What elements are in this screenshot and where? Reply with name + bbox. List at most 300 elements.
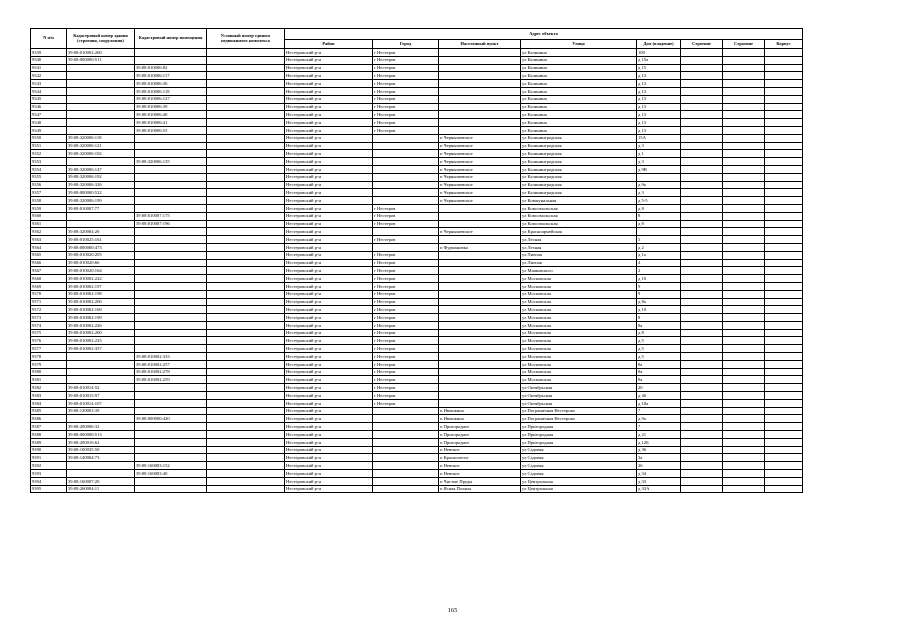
cell-cadastral-building: 39:08:000000:522	[67, 189, 135, 197]
cell-building	[681, 220, 723, 228]
cell-building	[681, 181, 723, 189]
cell-building	[681, 392, 723, 400]
cell-settlement: п Чернышевское	[439, 228, 521, 236]
cell-building	[681, 259, 723, 267]
cell-settlement	[439, 399, 521, 407]
cell-settlement	[439, 111, 521, 119]
cell-settlement	[439, 103, 521, 111]
cell-cadastral-room: 39:08:000000:420	[135, 415, 207, 423]
cell-structure	[723, 72, 765, 80]
cell-structure	[723, 423, 765, 431]
cell-street: ул Калинина	[521, 103, 637, 111]
cell-korpus	[765, 431, 803, 439]
cell-cadastral-room	[135, 329, 207, 337]
cell-settlement: п Пригородное	[439, 431, 521, 439]
cell-settlement	[439, 251, 521, 259]
cell-structure	[723, 290, 765, 298]
table-row	[31, 212, 803, 220]
cell-cadastral-building	[67, 111, 135, 119]
cell-building	[681, 329, 723, 337]
cell-korpus	[765, 337, 803, 345]
cell-city: г Нестеров	[373, 329, 439, 337]
cell-district: Нестеровский р-н	[285, 220, 373, 228]
cell-conditional-number	[207, 298, 285, 306]
cell-korpus	[765, 329, 803, 337]
cell-district: Нестеровский р-н	[285, 56, 373, 64]
cell-conditional-number	[207, 173, 285, 181]
cell-conditional-number	[207, 56, 285, 64]
cell-district: Нестеровский р-н	[285, 243, 373, 251]
cell-korpus	[765, 360, 803, 368]
cell-house: д 13	[637, 119, 681, 127]
cell-district: Нестеровский р-н	[285, 392, 373, 400]
cell-house: 3а	[637, 454, 681, 462]
cell-cadastral-room: 39:08:010006:36	[135, 80, 207, 88]
cell-city: г Нестеров	[373, 337, 439, 345]
cell-num: 9356	[31, 181, 67, 189]
cell-conditional-number	[207, 243, 285, 251]
cell-house: 8а	[637, 368, 681, 376]
cell-settlement	[439, 95, 521, 103]
cell-house: д 34	[637, 470, 681, 478]
cell-cadastral-building: 39:08:010002:169	[67, 306, 135, 314]
cell-street: ул Калинина	[521, 72, 637, 80]
cell-house: д 3	[637, 142, 681, 150]
cell-settlement	[439, 290, 521, 298]
cell-settlement	[439, 345, 521, 353]
header-num: N п/п	[31, 29, 67, 49]
cell-house: д 2	[637, 243, 681, 251]
cell-cadastral-room	[135, 454, 207, 462]
cell-num: 9366	[31, 259, 67, 267]
cell-cadastral-room	[135, 142, 207, 150]
cell-conditional-number	[207, 345, 285, 353]
cell-cadastral-building: 39:08:320004:26	[67, 228, 135, 236]
cell-building	[681, 454, 723, 462]
cell-street: ул Калининградская	[521, 173, 637, 181]
cell-street: ул Лиепая	[521, 259, 637, 267]
cell-structure	[723, 431, 765, 439]
registry-sheet	[30, 28, 803, 493]
cell-street: ул Комсомольская	[521, 220, 637, 228]
cell-street: ул Калининградская	[521, 150, 637, 158]
cell-korpus	[765, 142, 803, 150]
cell-street: ул Московская	[521, 321, 637, 329]
cell-district: Нестеровский р-н	[285, 306, 373, 314]
cell-num: 9343	[31, 80, 67, 88]
cell-structure	[723, 181, 765, 189]
cell-city: г Нестеров	[373, 126, 439, 134]
header-street: Улица	[521, 40, 637, 49]
cell-cadastral-building: 39:08:010025:161	[67, 236, 135, 244]
cell-street: ул Калинина	[521, 126, 637, 134]
cell-street: ул Пригородная	[521, 431, 637, 439]
table-row	[31, 415, 803, 423]
cell-conditional-number	[207, 134, 285, 142]
cell-conditional-number	[207, 142, 285, 150]
cell-structure	[723, 345, 765, 353]
cell-korpus	[765, 298, 803, 306]
cell-cadastral-building: 39:08:320006:121	[67, 142, 135, 150]
cell-cadastral-building	[67, 72, 135, 80]
cell-conditional-number	[207, 438, 285, 446]
cell-num: 9342	[31, 72, 67, 80]
cell-district: Нестеровский р-н	[285, 87, 373, 95]
cell-house: д 8а	[637, 298, 681, 306]
cell-street: ул Калининградская	[521, 189, 637, 197]
table-row	[31, 329, 803, 337]
table-row	[31, 423, 803, 431]
cell-korpus	[765, 173, 803, 181]
cell-house: д 3	[637, 158, 681, 166]
table-row	[31, 314, 803, 322]
cell-structure	[723, 446, 765, 454]
cell-conditional-number	[207, 282, 285, 290]
table-row	[31, 158, 803, 166]
cell-city: г Нестеров	[373, 220, 439, 228]
cell-cadastral-building: 39:08:000000:513	[67, 431, 135, 439]
cell-building	[681, 111, 723, 119]
cell-street: ул Комсомольская	[521, 212, 637, 220]
cell-cadastral-room: 39:08:010002:257	[135, 360, 207, 368]
cell-cadastral-building	[67, 158, 135, 166]
cell-city: г Нестеров	[373, 56, 439, 64]
cell-district: Нестеровский р-н	[285, 462, 373, 470]
cell-cadastral-room: 39:08:010006:41	[135, 119, 207, 127]
cell-structure	[723, 103, 765, 111]
cell-district: Нестеровский р-н	[285, 236, 373, 244]
cell-conditional-number	[207, 423, 285, 431]
cell-conditional-number	[207, 275, 285, 283]
cell-cadastral-building	[67, 415, 135, 423]
cell-num: 9368	[31, 275, 67, 283]
cell-city	[373, 158, 439, 166]
cell-street: ул Московская	[521, 337, 637, 345]
cell-korpus	[765, 345, 803, 353]
cell-house: д 21	[637, 431, 681, 439]
cell-city	[373, 462, 439, 470]
cell-cadastral-building: 39:08:160007:20	[67, 477, 135, 485]
cell-house: 8а	[637, 376, 681, 384]
cell-num: 9367	[31, 267, 67, 275]
cell-settlement: п Чернышевское	[439, 165, 521, 173]
cell-house: 20	[637, 384, 681, 392]
cell-structure	[723, 384, 765, 392]
cell-structure	[723, 477, 765, 485]
table-row	[31, 87, 803, 95]
cell-city: г Нестеров	[373, 290, 439, 298]
cell-cadastral-room	[135, 56, 207, 64]
cell-num: 9353	[31, 158, 67, 166]
cell-settlement: п Чернышевское	[439, 197, 521, 205]
cell-cadastral-building: 39:08:010002:225	[67, 337, 135, 345]
cell-building	[681, 399, 723, 407]
cell-city	[373, 142, 439, 150]
cell-city: г Нестеров	[373, 49, 439, 57]
cell-city: г Нестеров	[373, 306, 439, 314]
cell-settlement: п Краснолесье	[439, 454, 521, 462]
cell-street: ул Калинина	[521, 80, 637, 88]
cell-street: ул Центральная	[521, 477, 637, 485]
cell-num: 9362	[31, 228, 67, 236]
table-row	[31, 345, 803, 353]
cell-house: д 8	[637, 329, 681, 337]
cell-korpus	[765, 415, 803, 423]
header-settlement: Населенный пункт	[439, 40, 521, 49]
cell-structure	[723, 142, 765, 150]
cell-building	[681, 345, 723, 353]
cell-structure	[723, 251, 765, 259]
cell-conditional-number	[207, 267, 285, 275]
cell-structure	[723, 126, 765, 134]
table-row	[31, 56, 803, 64]
cell-settlement	[439, 360, 521, 368]
cell-district: Нестеровский р-н	[285, 142, 373, 150]
cell-cadastral-room	[135, 423, 207, 431]
table-header	[31, 29, 803, 49]
cell-structure	[723, 220, 765, 228]
cell-settlement: п Пригородное	[439, 423, 521, 431]
cell-settlement: п Невское	[439, 462, 521, 470]
cell-num: 9359	[31, 204, 67, 212]
table-row	[31, 95, 803, 103]
cell-city: г Нестеров	[373, 95, 439, 103]
cell-house: д 5	[637, 353, 681, 361]
cell-district: Нестеровский р-н	[285, 64, 373, 72]
cell-settlement	[439, 376, 521, 384]
cell-settlement	[439, 220, 521, 228]
cell-structure	[723, 119, 765, 127]
cell-num: 9390	[31, 446, 67, 454]
cell-cadastral-building	[67, 103, 135, 111]
cell-house: д 15а	[637, 56, 681, 64]
cell-street: ул Лесная	[521, 243, 637, 251]
cell-street: ул Октябрьская	[521, 399, 637, 407]
cell-cadastral-building: 39:08:120003:39	[67, 407, 135, 415]
cell-city: г Нестеров	[373, 392, 439, 400]
cell-num: 9377	[31, 345, 67, 353]
cell-num: 9384	[31, 399, 67, 407]
cell-street: ул Московская	[521, 275, 637, 283]
cell-korpus	[765, 95, 803, 103]
cell-num: 9340	[31, 56, 67, 64]
cell-num: 9393	[31, 470, 67, 478]
cell-korpus	[765, 314, 803, 322]
cell-cadastral-room: 39:08:010006:39	[135, 103, 207, 111]
cell-cadastral-room	[135, 267, 207, 275]
cell-settlement	[439, 267, 521, 275]
cell-structure	[723, 56, 765, 64]
cell-conditional-number	[207, 376, 285, 384]
cell-num: 9394	[31, 477, 67, 485]
cell-city: г Нестеров	[373, 360, 439, 368]
cell-structure	[723, 314, 765, 322]
cell-street: ул Московская	[521, 329, 637, 337]
cell-settlement	[439, 321, 521, 329]
cell-city	[373, 446, 439, 454]
cell-conditional-number	[207, 431, 285, 439]
cell-district: Нестеровский р-н	[285, 111, 373, 119]
cell-korpus	[765, 275, 803, 283]
cell-city	[373, 134, 439, 142]
cell-conditional-number	[207, 111, 285, 119]
cell-house: д 33А	[637, 485, 681, 493]
table-row	[31, 477, 803, 485]
cell-cadastral-building: 39:08:010002:197	[67, 282, 135, 290]
table-row	[31, 103, 803, 111]
cell-district: Нестеровский р-н	[285, 376, 373, 384]
cell-district: Нестеровский р-н	[285, 103, 373, 111]
cell-building	[681, 103, 723, 111]
cell-structure	[723, 306, 765, 314]
cell-street: ул Центральная	[521, 485, 637, 493]
cell-district: Нестеровский р-н	[285, 399, 373, 407]
table-row	[31, 80, 803, 88]
cell-house: д 13	[637, 95, 681, 103]
cell-settlement: п Чернышевское	[439, 142, 521, 150]
cell-num: 9369	[31, 282, 67, 290]
cell-street: ул Калининградская	[521, 181, 637, 189]
cell-cadastral-room	[135, 165, 207, 173]
cell-structure	[723, 134, 765, 142]
cell-street: ул Пригородная	[521, 438, 637, 446]
cell-building	[681, 337, 723, 345]
cell-building	[681, 282, 723, 290]
cell-conditional-number	[207, 49, 285, 57]
cell-street: ул Лесная	[521, 236, 637, 244]
cell-street: ул Калининградская	[521, 134, 637, 142]
cell-cadastral-room	[135, 251, 207, 259]
cell-structure	[723, 197, 765, 205]
header-structure: Строение	[723, 40, 765, 49]
cell-house: д 1а	[637, 251, 681, 259]
cell-korpus	[765, 353, 803, 361]
cell-cadastral-building	[67, 470, 135, 478]
cell-conditional-number	[207, 353, 285, 361]
cell-street: ул Садовая	[521, 462, 637, 470]
cell-cadastral-building	[67, 368, 135, 376]
cell-korpus	[765, 220, 803, 228]
cell-house: 5	[637, 236, 681, 244]
cell-structure	[723, 353, 765, 361]
cell-conditional-number	[207, 204, 285, 212]
cell-building	[681, 384, 723, 392]
cell-cadastral-room	[135, 384, 207, 392]
cell-korpus	[765, 470, 803, 478]
cell-korpus	[765, 243, 803, 251]
cell-building	[681, 126, 723, 134]
cell-settlement	[439, 212, 521, 220]
cell-korpus	[765, 446, 803, 454]
cell-district: Нестеровский р-н	[285, 290, 373, 298]
table-body	[31, 49, 803, 493]
cell-city	[373, 470, 439, 478]
cell-street: ул Калинина	[521, 119, 637, 127]
cell-street: ул Московская	[521, 368, 637, 376]
cell-settlement: п Чернышевское	[439, 134, 521, 142]
cell-conditional-number	[207, 321, 285, 329]
cell-district: Нестеровский р-н	[285, 431, 373, 439]
cell-house: д 8	[637, 204, 681, 212]
cell-conditional-number	[207, 87, 285, 95]
cell-structure	[723, 485, 765, 493]
cell-district: Нестеровский р-н	[285, 360, 373, 368]
cell-conditional-number	[207, 399, 285, 407]
cell-cadastral-building: 39:08:320006:147	[67, 165, 135, 173]
cell-num: 9371	[31, 298, 67, 306]
cell-city: г Нестеров	[373, 345, 439, 353]
cell-building	[681, 173, 723, 181]
cell-cadastral-building: 39:08:000000:511	[67, 56, 135, 64]
cell-building	[681, 407, 723, 415]
cell-cadastral-room	[135, 259, 207, 267]
cell-korpus	[765, 165, 803, 173]
cell-cadastral-building: 39:08:140004:73	[67, 454, 135, 462]
cell-num: 9388	[31, 431, 67, 439]
table-row	[31, 259, 803, 267]
cell-num: 9350	[31, 134, 67, 142]
cell-cadastral-room: 39:08:010006:127	[135, 95, 207, 103]
page-number: 165	[447, 607, 458, 614]
cell-cadastral-building: 39:08:200016:62	[67, 438, 135, 446]
cell-house: д 10	[637, 306, 681, 314]
cell-house: д 9В	[637, 165, 681, 173]
table-row	[31, 134, 803, 142]
cell-structure	[723, 49, 765, 57]
cell-city: г Нестеров	[373, 119, 439, 127]
cell-structure	[723, 298, 765, 306]
cell-cadastral-room	[135, 306, 207, 314]
cell-city: г Нестеров	[373, 80, 439, 88]
cell-num: 9349	[31, 126, 67, 134]
cell-building	[681, 189, 723, 197]
cell-building	[681, 119, 723, 127]
cell-district: Нестеровский р-н	[285, 415, 373, 423]
cell-street: ул Московская	[521, 353, 637, 361]
cell-num: 9389	[31, 438, 67, 446]
cell-korpus	[765, 321, 803, 329]
cell-district: Нестеровский р-н	[285, 134, 373, 142]
cell-street: ул Октябрьская	[521, 384, 637, 392]
cell-city: г Нестеров	[373, 64, 439, 72]
cell-settlement	[439, 392, 521, 400]
table-row	[31, 399, 803, 407]
cell-conditional-number	[207, 236, 285, 244]
cell-district: Нестеровский р-н	[285, 80, 373, 88]
cell-cadastral-room	[135, 438, 207, 446]
cell-structure	[723, 259, 765, 267]
cell-structure	[723, 368, 765, 376]
cell-house: д 12Б	[637, 438, 681, 446]
cell-cadastral-room	[135, 407, 207, 415]
cell-building	[681, 275, 723, 283]
cell-street: ул Калинина	[521, 87, 637, 95]
cell-korpus	[765, 462, 803, 470]
cell-house: 8а	[637, 321, 681, 329]
cell-district: Нестеровский р-н	[285, 368, 373, 376]
cell-cadastral-building	[67, 360, 135, 368]
cell-building	[681, 204, 723, 212]
cell-street: ул Комсомольская	[521, 204, 637, 212]
table-row	[31, 150, 803, 158]
table-row	[31, 142, 803, 150]
cell-settlement: п Ясная Поляна	[439, 485, 521, 493]
cell-cadastral-room	[135, 485, 207, 493]
table-row	[31, 126, 803, 134]
cell-settlement: п Чистые Пруды	[439, 477, 521, 485]
cell-structure	[723, 321, 765, 329]
table-row	[31, 485, 803, 493]
